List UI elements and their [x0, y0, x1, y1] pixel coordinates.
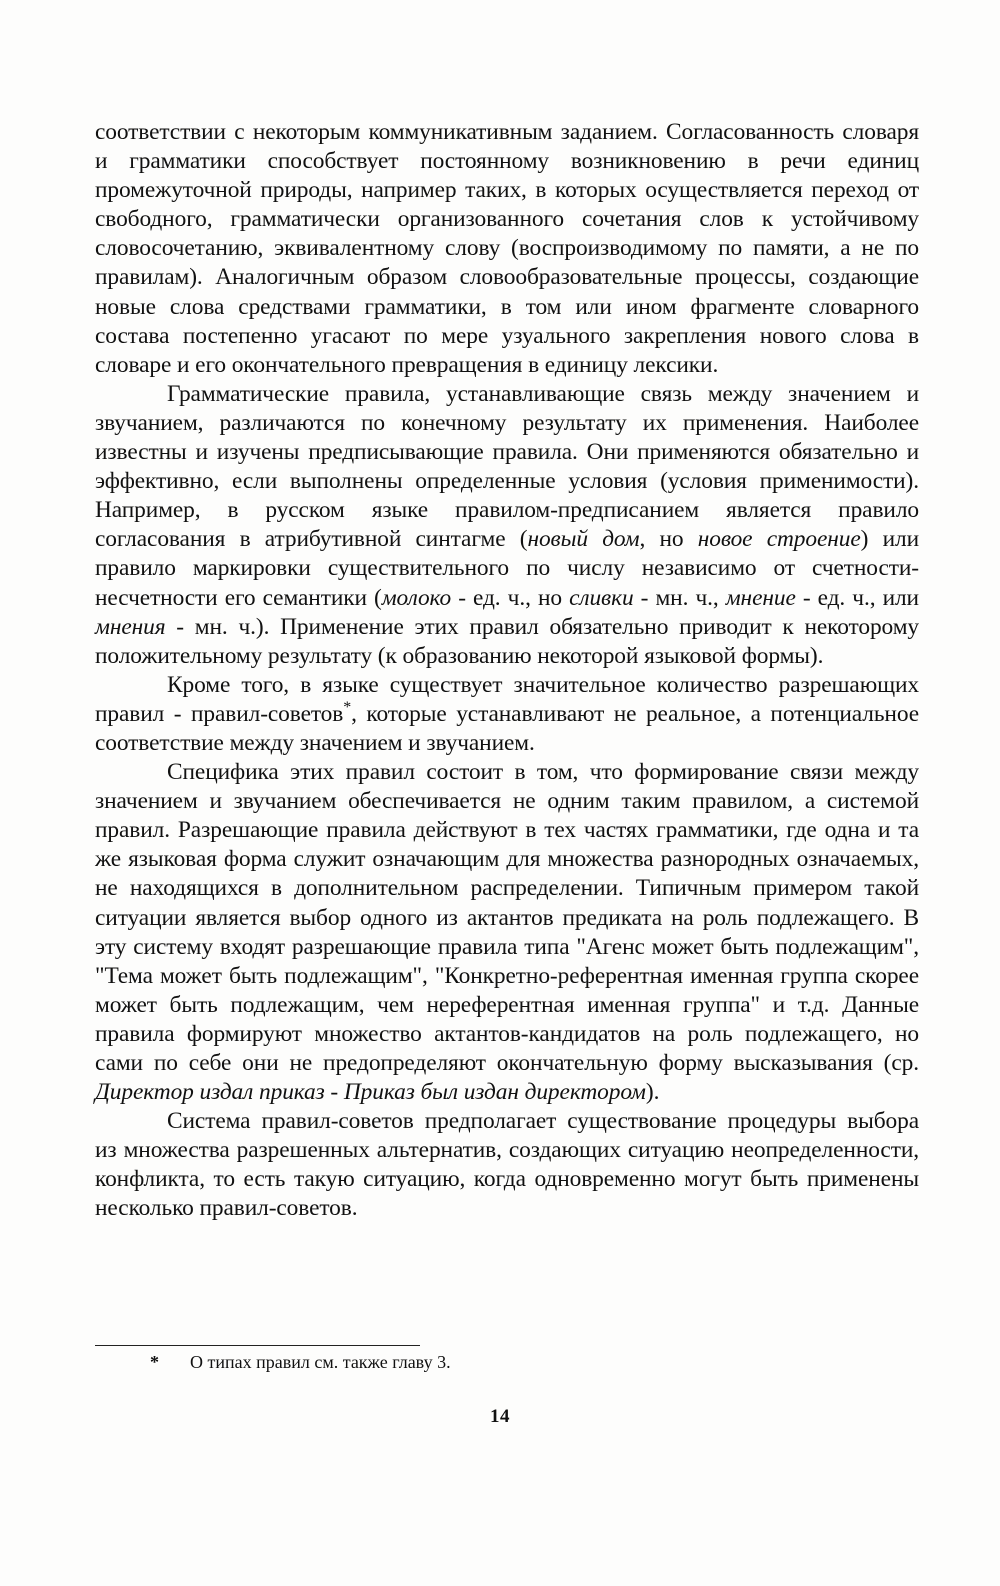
footnote-separator — [95, 1345, 420, 1346]
text-run: Система правил-советов предполагает существование процедуры выбора из множества разрешенных альтернатив, создающих ситуацию неопределенности, конфликта, то есть такую ситуацию, когда одновременно могут быть применены несколько правил-советов. — [95, 1108, 919, 1222]
footnote-mark: * — [150, 1352, 159, 1372]
italic-example: новый дом — [527, 526, 640, 553]
italic-example: Директор издал приказ - Приказ был издан директором — [95, 1079, 646, 1106]
text-run: Грамматические правила, устанавливающие связь между значением и звучанием, различаются по конечному результату их применения. Наиболее известны и изучены предписывающие правила. Они применяются обязательно и эффективно, если выполнены определенные условия (условия применимости). Например, в русском языке правилом-предписанием является правило согласования в атрибутивной синтагме ( — [95, 380, 919, 553]
text-run: Кроме того, в языке существует значительное количество разрешающих правил - правил-советов — [95, 671, 919, 727]
paragraph — [95, 118, 919, 380]
text-run: - ед. ч., или — [795, 584, 919, 611]
text-run: - ед. ч., но — [451, 584, 570, 611]
text-run: ) или правило маркировки существительного по числу независимо от счетности-несчетности его семантики ( — [95, 526, 919, 611]
text-run: - мн. ч., — [633, 584, 726, 611]
body-text — [95, 118, 919, 1224]
italic-example: новое строение — [697, 526, 861, 553]
italic-example: мнения — [95, 613, 166, 640]
paragraph — [95, 758, 919, 1107]
text-run: - мн. ч.). Применение этих правил обязательно приводит к некоторому положительному результату (к образованию некоторой языковой формы). — [95, 613, 919, 669]
footnote-text: О типах правил см. также главу 3. — [190, 1352, 451, 1372]
footnote-reference: * — [343, 699, 352, 717]
paragraph — [95, 380, 919, 671]
text-run: ). — [645, 1079, 660, 1106]
text-run: , которые устанавливают не реальное, а потенциальное соответствие между значением и звучанием. — [95, 700, 919, 756]
page-number: 14 — [490, 1406, 510, 1427]
italic-example: сливки — [569, 584, 634, 611]
text-run: , но — [639, 526, 698, 553]
text-run: соответствии с некоторым коммуникативным заданием. Согласованность словаря и грамматики способствует постоянному возникновению в речи единиц промежуточной природы, например таких, в которых осуществляется переход от свободного, грамматически организованного сочетания слов к устойчивому словосочетанию, эквивалентному слову (воспроизводимому по памяти, а не по правилам). Аналогичным образом словообразовательные процессы, создающие новые слова средствами грамматики, в том или ином фрагменте словарного состава постепенно угасают по мере узуального закрепления нового слова в словаре и его окончательного превращения в единицу лексики. — [95, 119, 919, 378]
paragraph — [95, 1107, 919, 1223]
footnote — [150, 1350, 750, 1374]
paragraph — [95, 671, 919, 758]
text-run: Специфика этих правил состоит в том, что формирование связи между значением и звучанием обеспечивается не одним таким правилом, а системой правил. Разрешающие правила действуют в тех частях грамматики, где одна и та же языковая форма служит означающим для множества разнородных означаемых, не находящихся в дополнительном распределении. Типичным примером такой ситуации является выбор одного из актантов предиката на роль подлежащего. В эту систему входят разрешающие правила типа "Агенс может быть подлежащим", "Тема может быть подлежащим", "Конкретно-референтная именная группа скорее может быть подлежащим, чем нереферентная именная группа" и т.д. Данные правила формируют множество актантов-кандидатов на роль подлежащего, но сами по себе они не предопределяют окончательную форму высказывания (ср. — [95, 759, 919, 1076]
italic-example: молоко — [381, 584, 452, 611]
italic-example: мнение — [725, 584, 796, 611]
